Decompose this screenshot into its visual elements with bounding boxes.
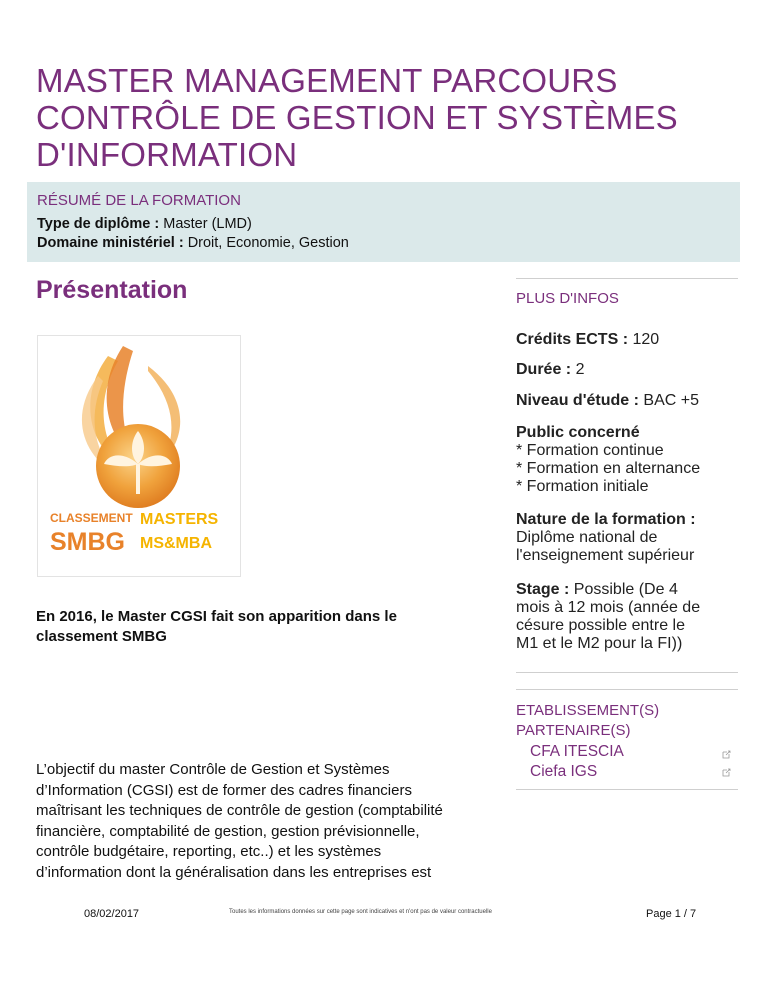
diploma-type-value: Master (LMD): [163, 216, 252, 232]
logo-text-msmba: MS&MBA: [140, 535, 212, 552]
title-line: MASTER MANAGEMENT PARCOURS: [36, 62, 618, 99]
title-line: D'INFORMATION: [36, 136, 298, 173]
sidebar-divider: [516, 689, 738, 690]
info-stage-line: mois à 12 mois (année de: [516, 599, 701, 616]
info-stage-line: Possible (De 4: [573, 581, 678, 598]
info-niveau: [516, 392, 738, 410]
info-credits-value: 120: [632, 331, 660, 348]
info-duree-label: Durée :: [516, 361, 572, 378]
footer-date: 08/02/2017: [84, 908, 140, 920]
logo-text-smbg: SMBG: [50, 528, 125, 556]
partners-heading-line: ETABLISSEMENT(S): [516, 702, 660, 719]
sidebar-divider: [516, 278, 738, 279]
partner-link-ciefa-igs[interactable]: Ciefa IGS: [530, 763, 598, 780]
intro-paragraph: [36, 760, 501, 883]
smbg-ranking-note: En 2016, le Master CGSI fait son apparition dans le classement SMBG: [36, 608, 397, 645]
info-stage: [516, 581, 738, 653]
info-duree: [516, 361, 738, 379]
intro-line: d’Information (CGSI) est de former des cadres financiers: [36, 781, 412, 799]
info-nature: [516, 511, 738, 565]
info-duree-value: 2: [575, 361, 585, 378]
info-nature-label: Nature de la formation :: [516, 511, 696, 528]
diploma-type: [37, 215, 730, 234]
ministerial-domain-value: Droit, Economie, Gestion: [187, 235, 349, 251]
info-stage-line: M1 et le M2 pour la FI)): [516, 635, 683, 652]
intro-line: financière, comptabilité de gestion, gestion prévisionnelle,: [36, 822, 420, 840]
title-line: CONTRÔLE DE GESTION ET SYSTÈMES: [36, 99, 678, 136]
sidebar-divider: [516, 672, 738, 673]
page-title: [36, 62, 736, 173]
logo-text-classement: CLASSEMENT: [50, 511, 133, 525]
intro-line: d’information dont la généralisation dans les entreprises est: [36, 863, 432, 881]
info-public: [516, 424, 738, 496]
intro-line: L’objectif du master Contrôle de Gestion et Systèmes: [36, 761, 390, 778]
info-nature-line: Diplôme national de: [516, 529, 658, 546]
ministerial-domain-label: Domaine ministériel :: [37, 235, 184, 251]
info-niveau-label: Niveau d'étude :: [516, 392, 639, 409]
footer-disclaimer: Toutes les informations données sur cette page sont indicatives et n'ont pas de valeur contractuelle: [229, 909, 492, 915]
external-link-icon[interactable]: [722, 768, 731, 779]
info-public-item: * Formation continue: [516, 442, 664, 459]
logo-text-masters: MASTERS: [140, 511, 219, 528]
sidebar-divider: [516, 789, 738, 790]
infos-heading: PLUS D'INFOS: [516, 290, 619, 307]
footer-page-number: Page 1 / 7: [646, 908, 697, 920]
external-link-icon[interactable]: [722, 750, 731, 761]
presentation-heading: Présentation: [36, 276, 188, 304]
ministerial-domain: [37, 234, 730, 253]
smbg-logo-image: [37, 335, 241, 577]
info-public-item: * Formation initiale: [516, 478, 649, 495]
partners-heading-line: PARTENAIRE(S): [516, 722, 631, 739]
info-public-item: * Formation en alternance: [516, 460, 701, 477]
partner-link-cfa-itescia[interactable]: CFA ITESCIA: [530, 743, 624, 760]
info-credits-label: Crédits ECTS :: [516, 331, 629, 348]
intro-line: contrôle budgétaire, reporting, etc..) et les systèmes: [36, 843, 382, 860]
info-stage-line: césure possible entre le: [516, 617, 685, 634]
intro-line: maîtrisant les techniques de contrôle de gestion (comptabilité: [36, 802, 443, 819]
partners-heading: [516, 701, 738, 741]
info-public-label: Public concerné: [516, 424, 640, 441]
smbg-logo-graphic: [38, 336, 240, 576]
info-credits: [516, 331, 738, 349]
info-stage-label: Stage :: [516, 581, 570, 598]
summary-box: [27, 182, 740, 262]
info-nature-line: l'enseignement supérieur: [516, 547, 695, 564]
diploma-type-label: Type de diplôme :: [37, 216, 160, 232]
info-niveau-value: BAC +5: [643, 392, 699, 409]
summary-heading: RÉSUMÉ DE LA FORMATION: [37, 192, 241, 209]
